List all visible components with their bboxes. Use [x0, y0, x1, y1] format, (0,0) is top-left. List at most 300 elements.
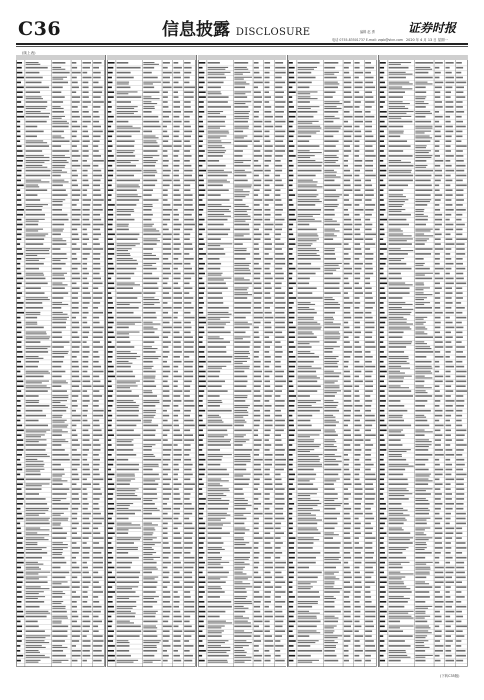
micro-text	[275, 219, 284, 221]
micro-text	[275, 376, 283, 378]
micro-text	[83, 430, 89, 432]
micro-text	[456, 425, 462, 427]
micro-text	[108, 287, 115, 289]
micro-text	[344, 101, 351, 103]
micro-text	[366, 72, 372, 74]
micro-text	[108, 322, 114, 324]
micro-text	[184, 229, 192, 231]
micro-text	[289, 145, 295, 147]
micro-text	[207, 621, 225, 622]
micro-text	[389, 172, 411, 173]
micro-text	[289, 430, 295, 432]
micro-text	[143, 348, 157, 349]
micro-text	[253, 243, 258, 245]
micro-text	[355, 283, 359, 285]
micro-text	[93, 287, 98, 289]
micro-text	[289, 415, 292, 417]
micro-text	[143, 234, 160, 236]
micro-text	[93, 552, 101, 554]
micro-text	[184, 253, 189, 255]
micro-text	[198, 165, 202, 167]
micro-text	[108, 434, 114, 436]
micro-text	[52, 493, 67, 495]
micro-text	[26, 131, 44, 133]
micro-text	[83, 557, 90, 559]
micro-text	[26, 167, 48, 168]
micro-text	[456, 390, 467, 392]
micro-text	[289, 459, 293, 461]
micro-text	[366, 287, 373, 289]
micro-text	[26, 637, 46, 638]
micro-text	[289, 336, 295, 338]
micro-text	[198, 508, 203, 510]
micro-text	[116, 292, 141, 294]
table-header-band	[16, 55, 105, 60]
micro-text	[355, 287, 363, 289]
micro-text	[325, 371, 334, 372]
micro-text	[355, 493, 363, 495]
micro-text	[72, 479, 79, 481]
micro-text	[253, 96, 261, 98]
micro-text	[435, 376, 443, 378]
micro-text	[198, 488, 201, 490]
micro-text	[380, 390, 385, 392]
micro-text	[264, 621, 269, 623]
micro-text	[116, 662, 133, 663]
micro-text	[17, 67, 22, 69]
micro-text	[325, 140, 339, 142]
micro-text	[446, 645, 451, 647]
micro-text	[52, 283, 62, 284]
micro-text	[264, 332, 272, 334]
micro-text	[366, 385, 374, 387]
micro-text	[325, 273, 334, 275]
micro-text	[344, 464, 349, 466]
micro-text	[355, 537, 359, 539]
micro-text	[253, 224, 260, 226]
micro-text	[207, 500, 229, 501]
micro-text	[389, 444, 403, 446]
micro-text	[234, 263, 251, 264]
micro-text	[17, 420, 21, 422]
micro-text	[366, 552, 375, 554]
micro-text	[435, 464, 440, 466]
micro-text	[289, 131, 295, 133]
micro-text	[198, 601, 204, 603]
micro-text	[116, 572, 139, 574]
micro-text	[234, 436, 243, 437]
micro-text	[355, 101, 361, 103]
micro-text	[72, 116, 80, 118]
micro-text	[72, 596, 80, 598]
micro-text	[143, 160, 157, 161]
micro-text	[416, 366, 432, 367]
micro-text	[207, 596, 219, 598]
micro-text	[116, 518, 128, 520]
micro-text	[446, 474, 452, 476]
micro-text	[173, 532, 180, 534]
micro-text	[207, 356, 232, 358]
micro-text	[325, 532, 335, 533]
micro-text	[264, 503, 272, 505]
micro-text	[275, 336, 284, 338]
micro-text	[416, 562, 433, 563]
micro-text	[52, 523, 61, 524]
micro-text	[366, 562, 377, 564]
micro-text	[325, 385, 340, 386]
micro-text	[298, 601, 318, 602]
micro-text	[83, 567, 88, 569]
micro-text	[72, 528, 77, 530]
micro-text	[207, 211, 230, 212]
micro-text	[234, 278, 244, 279]
micro-text	[289, 185, 293, 187]
micro-text	[380, 405, 385, 407]
micro-text	[207, 302, 223, 304]
micro-text	[93, 371, 103, 373]
micro-text	[344, 655, 349, 657]
micro-text	[108, 155, 114, 157]
micro-text	[234, 137, 244, 138]
micro-text	[207, 297, 222, 299]
micro-text	[116, 209, 133, 210]
micro-text	[325, 304, 341, 305]
micro-text	[52, 431, 68, 432]
micro-text	[344, 400, 351, 402]
micro-text	[26, 101, 48, 103]
micro-text	[344, 488, 348, 490]
micro-text	[143, 464, 158, 465]
micro-text	[207, 390, 227, 392]
micro-text	[298, 87, 310, 89]
micro-text	[344, 532, 350, 534]
micro-text	[26, 338, 50, 339]
micro-text	[325, 194, 343, 195]
micro-text	[416, 395, 433, 397]
micro-text	[446, 150, 451, 152]
micro-text	[143, 596, 159, 597]
micro-text	[289, 660, 294, 662]
micro-text	[435, 194, 442, 196]
micro-text	[264, 532, 270, 534]
micro-text	[108, 537, 113, 539]
micro-text	[253, 577, 260, 579]
micro-text	[264, 439, 268, 441]
micro-text	[143, 324, 160, 325]
micro-text	[207, 456, 222, 457]
micro-text	[72, 537, 81, 539]
micro-text	[52, 630, 67, 632]
micro-text	[26, 160, 50, 161]
micro-text	[289, 513, 293, 515]
micro-text	[416, 111, 431, 112]
micro-text	[289, 591, 293, 593]
micro-text	[83, 224, 91, 226]
micro-text	[52, 596, 62, 598]
micro-text	[389, 626, 414, 627]
micro-text	[253, 356, 258, 358]
micro-text	[389, 552, 403, 554]
micro-text	[389, 346, 406, 348]
micro-text	[298, 611, 309, 612]
micro-text	[380, 606, 384, 608]
micro-text	[253, 645, 258, 647]
micro-text	[456, 175, 466, 177]
micro-text	[207, 324, 225, 325]
micro-text	[446, 322, 453, 324]
micro-text	[234, 523, 244, 525]
micro-text	[116, 395, 138, 397]
micro-text	[416, 430, 425, 431]
micro-text	[366, 62, 372, 64]
micro-text	[184, 528, 194, 530]
micro-text	[198, 420, 202, 422]
micro-text	[26, 221, 39, 222]
micro-text	[108, 297, 112, 299]
micro-text	[52, 201, 62, 202]
micro-text	[173, 454, 181, 456]
micro-text	[93, 591, 103, 593]
micro-text	[380, 488, 384, 490]
micro-text	[83, 263, 88, 265]
micro-text	[173, 650, 177, 652]
micro-text	[416, 415, 425, 416]
micro-text	[416, 238, 430, 239]
micro-text	[163, 185, 170, 187]
micro-text	[446, 361, 453, 363]
micro-text	[52, 611, 66, 613]
micro-text	[298, 588, 311, 589]
micro-text	[298, 515, 316, 516]
micro-text	[380, 248, 387, 250]
micro-text	[173, 381, 177, 383]
micro-text	[289, 165, 294, 167]
micro-text	[52, 554, 62, 555]
micro-text	[198, 234, 201, 236]
micro-text	[298, 170, 322, 172]
micro-text	[234, 459, 250, 460]
micro-text	[173, 371, 177, 373]
micro-text	[163, 126, 167, 128]
micro-text	[207, 216, 230, 217]
micro-text	[173, 528, 177, 530]
micro-text	[173, 537, 181, 539]
micro-text	[446, 238, 453, 240]
micro-text	[143, 488, 156, 490]
micro-text	[234, 532, 245, 534]
micro-text	[380, 180, 383, 182]
micro-text	[173, 111, 180, 113]
micro-text	[325, 248, 336, 249]
micro-text	[275, 601, 285, 603]
micro-text	[163, 322, 170, 324]
micro-text	[355, 601, 360, 603]
micro-text	[234, 376, 247, 378]
micro-text	[143, 446, 152, 447]
micro-text	[366, 606, 376, 608]
micro-text	[325, 373, 342, 374]
micro-text	[17, 601, 22, 603]
micro-text	[325, 567, 337, 569]
micro-text	[207, 292, 221, 294]
micro-text	[116, 341, 130, 343]
micro-text	[207, 332, 230, 334]
micro-text	[207, 87, 220, 89]
micro-text	[143, 214, 153, 216]
micro-text	[184, 586, 193, 588]
micro-text	[26, 157, 50, 158]
micro-text	[93, 165, 98, 167]
micro-text	[275, 307, 285, 309]
micro-text	[173, 572, 179, 574]
micro-text	[72, 381, 81, 383]
micro-text	[435, 454, 444, 456]
micro-text	[264, 248, 271, 250]
micro-text	[275, 439, 281, 441]
micro-text	[344, 606, 351, 608]
micro-text	[325, 500, 335, 501]
micro-text	[116, 258, 132, 259]
micro-text	[344, 552, 350, 554]
micro-text	[26, 356, 39, 357]
micro-text	[446, 106, 454, 108]
micro-text	[253, 165, 260, 167]
micro-text	[52, 111, 64, 113]
micro-text	[17, 101, 21, 103]
micro-text	[264, 229, 272, 231]
micro-text	[83, 234, 88, 236]
micro-text	[26, 255, 38, 256]
micro-text	[366, 523, 372, 525]
micro-text	[389, 479, 408, 481]
micro-text	[26, 150, 42, 152]
micro-text	[456, 385, 465, 387]
micro-text	[275, 616, 284, 618]
micro-text	[366, 140, 377, 142]
micro-text	[344, 439, 352, 441]
micro-text	[83, 136, 89, 138]
micro-text	[72, 121, 77, 123]
micro-text	[355, 547, 363, 549]
micro-text	[143, 647, 156, 648]
micro-text	[234, 479, 249, 481]
micro-text	[83, 508, 88, 510]
micro-text	[325, 322, 334, 323]
micro-text	[83, 542, 87, 544]
micro-text	[163, 630, 170, 632]
micro-text	[26, 596, 45, 597]
micro-text	[344, 410, 351, 412]
micro-text	[52, 520, 68, 521]
micro-text	[52, 157, 70, 158]
micro-text	[389, 322, 407, 323]
micro-text	[163, 136, 169, 138]
micro-text	[52, 199, 65, 200]
micro-text	[380, 635, 383, 637]
micro-text	[325, 611, 342, 613]
micro-text	[380, 562, 385, 564]
micro-text	[298, 503, 322, 504]
micro-text	[344, 366, 348, 368]
micro-text	[325, 106, 337, 107]
micro-text	[344, 248, 351, 250]
micro-text	[234, 564, 249, 565]
micro-text	[116, 211, 133, 212]
micro-text	[26, 348, 48, 349]
micro-text	[416, 157, 432, 158]
micro-text	[234, 67, 246, 68]
micro-text	[108, 640, 113, 642]
micro-text	[108, 263, 114, 265]
micro-text	[380, 292, 385, 294]
micro-text	[17, 82, 21, 84]
micro-text	[298, 258, 321, 260]
micro-text	[116, 116, 140, 118]
micro-text	[17, 189, 20, 191]
micro-text	[325, 67, 336, 69]
micro-text	[435, 253, 440, 255]
micro-text	[72, 145, 77, 147]
micro-text	[83, 341, 87, 343]
micro-text	[435, 542, 442, 544]
micro-text	[116, 410, 138, 412]
micro-text	[416, 596, 431, 598]
micro-text	[108, 581, 115, 583]
micro-text	[116, 332, 139, 333]
micro-text	[116, 353, 136, 354]
micro-text	[198, 611, 205, 613]
micro-text	[184, 635, 191, 637]
micro-text	[26, 586, 41, 587]
micro-text	[26, 513, 46, 514]
micro-text	[234, 155, 242, 157]
micro-text	[234, 420, 245, 421]
micro-text	[234, 322, 247, 323]
micro-text	[344, 351, 352, 353]
micro-text	[26, 194, 38, 196]
micro-text	[289, 101, 293, 103]
micro-text	[143, 417, 153, 418]
micro-text	[108, 508, 115, 510]
micro-text	[52, 317, 69, 318]
micro-text	[380, 439, 385, 441]
micro-text	[198, 341, 202, 343]
micro-text	[26, 273, 44, 274]
micro-text	[207, 279, 223, 280]
micro-text	[446, 577, 453, 579]
micro-text	[163, 165, 168, 167]
micro-text	[435, 385, 440, 387]
micro-text	[234, 185, 251, 186]
micro-text	[456, 626, 467, 628]
micro-text	[253, 327, 258, 329]
micro-text	[389, 645, 411, 647]
micro-text	[325, 165, 341, 167]
micro-text	[17, 283, 22, 285]
micro-text	[17, 567, 21, 569]
micro-text	[52, 332, 61, 334]
micro-text	[389, 454, 402, 455]
micro-text	[26, 645, 42, 646]
micro-text	[116, 407, 138, 408]
micro-text	[389, 74, 413, 75]
micro-text	[253, 635, 259, 637]
micro-text	[456, 341, 461, 343]
micro-text	[416, 640, 429, 641]
micro-text	[184, 234, 190, 236]
micro-text	[446, 552, 451, 554]
micro-text	[26, 552, 47, 554]
